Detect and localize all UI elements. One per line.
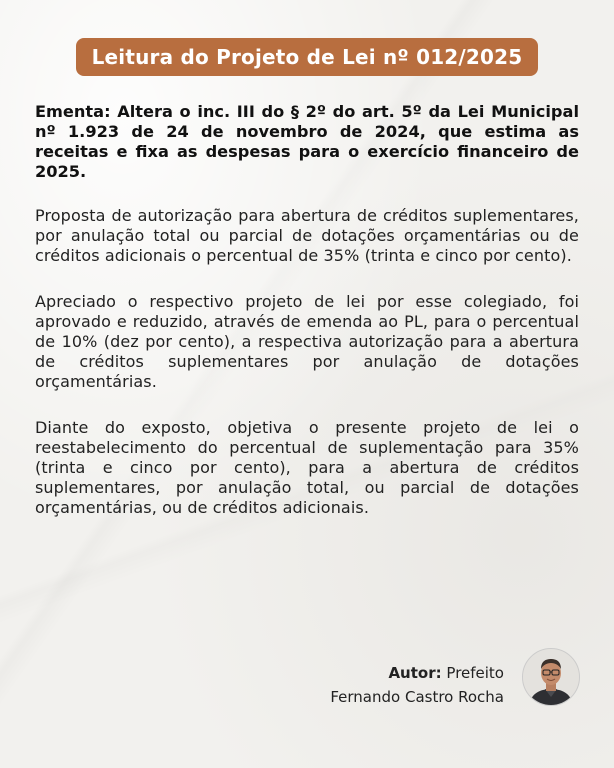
- paragraph-3: Diante do exposto, objetiva o presente projeto de lei o reestabelecimento do percentual de suplementação para 35% (trinta e cinco por cento), para a abertura de créditos suplementares, por anulação total, ou parcial de dotações orçamentárias, ou de créditos adicionais.: [35, 418, 579, 517]
- paragraph-2: Apreciado o respectivo projeto de lei por esse colegiado, foi aprovado e reduzido, através de emenda ao PL, para o percentual de 10% (dez por cento), a respectiva autorização para a abertura de créditos suplementares por anulação de dotações orçamentárias.: [35, 292, 579, 391]
- person-photo-icon: [523, 649, 579, 705]
- ementa-text: Ementa: Altera o inc. III do § 2º do art. 5º da Lei Municipal nº 1.923 de 24 de novembro de 2024, que estima as receitas e fixa as despesas para o exercício financeiro de 2025.: [35, 102, 579, 181]
- author-role: Prefeito: [446, 664, 504, 682]
- document-body: [35, 102, 579, 544]
- author-line: [330, 661, 504, 685]
- author-label: Autor:: [388, 664, 442, 682]
- paragraph-1: Proposta de autorização para abertura de créditos suplementares, por anulação total ou parcial de dotações orçamentárias ou de créditos adicionais o percentual de 35% (trinta e cinco por cento).: [35, 206, 579, 265]
- author-avatar: [522, 648, 580, 706]
- author-name: Fernando Castro Rocha: [330, 688, 504, 706]
- page-title: Leitura do Projeto de Lei nº 012/2025: [91, 45, 523, 69]
- author-block: [330, 661, 504, 709]
- title-banner: [76, 38, 538, 76]
